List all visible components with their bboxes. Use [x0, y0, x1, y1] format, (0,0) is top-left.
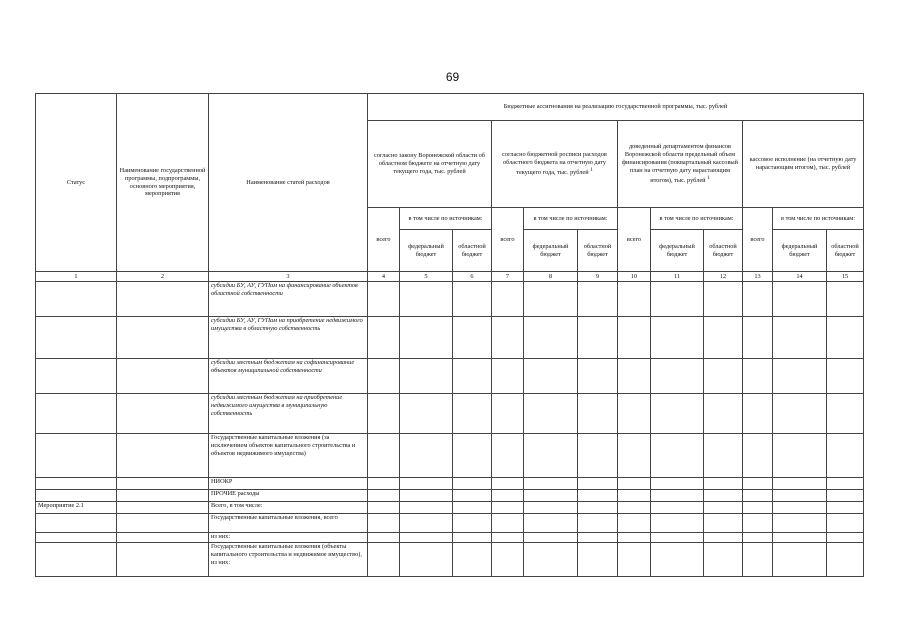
value-cell — [651, 543, 704, 577]
value-cell — [743, 533, 773, 543]
value-cell — [743, 543, 773, 577]
value-cell — [492, 543, 524, 577]
program-name-cell — [117, 434, 209, 478]
value-cell — [578, 502, 618, 514]
expense-item-cell: субсидии БУ, АУ, ГУПам на приобретение недвижимого имущества в областную собственность — [209, 317, 368, 359]
value-cell — [743, 359, 773, 394]
value-cell — [578, 394, 618, 434]
value-cell — [453, 502, 492, 514]
value-cell — [651, 434, 704, 478]
expense-item-cell: субсидии БУ, АУ, ГУПам на финансирование объектов областной собственности — [209, 282, 368, 317]
value-cell — [704, 282, 743, 317]
value-cell — [743, 478, 773, 490]
value-cell — [578, 478, 618, 490]
column-number: 2 — [117, 272, 209, 282]
value-cell — [651, 282, 704, 317]
header-status: Статус — [36, 94, 117, 272]
header-regional: областной бюджет — [453, 230, 492, 272]
value-cell — [743, 514, 773, 533]
status-cell — [36, 282, 117, 317]
value-cell — [400, 514, 453, 533]
column-number: 12 — [704, 272, 743, 282]
value-cell — [618, 282, 651, 317]
status-cell: Мероприятие 2.1 — [36, 502, 117, 514]
value-cell — [704, 502, 743, 514]
value-cell — [704, 478, 743, 490]
header-regional: областной бюджет — [578, 230, 618, 272]
header-regional: областной бюджет — [827, 230, 864, 272]
program-name-cell — [117, 533, 209, 543]
value-cell — [578, 543, 618, 577]
value-cell — [524, 434, 578, 478]
value-cell — [651, 502, 704, 514]
value-cell — [651, 317, 704, 359]
status-cell — [36, 543, 117, 577]
value-cell — [453, 478, 492, 490]
value-cell — [400, 543, 453, 577]
header-total: всего — [368, 208, 400, 272]
table-row — [36, 533, 864, 543]
column-number: 5 — [400, 272, 453, 282]
value-cell — [773, 514, 827, 533]
value-cell — [618, 434, 651, 478]
status-cell — [36, 359, 117, 394]
data-rows — [36, 282, 864, 577]
table-row — [36, 490, 864, 502]
header-group-limit — [618, 121, 743, 208]
value-cell — [827, 490, 864, 502]
value-cell — [743, 490, 773, 502]
value-cell — [743, 282, 773, 317]
status-cell — [36, 434, 117, 478]
value-cell — [827, 434, 864, 478]
expense-item-cell: НИОКР — [209, 478, 368, 490]
value-cell — [827, 502, 864, 514]
value-cell — [524, 359, 578, 394]
program-name-cell — [117, 359, 209, 394]
header-federal: федеральный бюджет — [400, 230, 453, 272]
value-cell — [368, 359, 400, 394]
value-cell — [524, 478, 578, 490]
value-cell — [492, 359, 524, 394]
column-number: 11 — [651, 272, 704, 282]
column-number-row — [36, 272, 864, 282]
value-cell — [827, 394, 864, 434]
value-cell — [492, 434, 524, 478]
column-number: 13 — [743, 272, 773, 282]
table-row — [36, 434, 864, 478]
program-name-cell — [117, 394, 209, 434]
value-cell — [524, 317, 578, 359]
value-cell — [492, 502, 524, 514]
value-cell — [453, 317, 492, 359]
status-cell — [36, 394, 117, 434]
value-cell — [651, 394, 704, 434]
column-number: 6 — [453, 272, 492, 282]
value-cell — [618, 317, 651, 359]
value-cell — [578, 317, 618, 359]
value-cell — [651, 514, 704, 533]
header-group-law — [368, 121, 492, 208]
header-group-label: доведенный департаментом финансов Воронежской области предельный объем финансирования (поквартальный кассовый план на отчетную дату нарастающим итогом), тыс. рублей — [621, 143, 739, 184]
expense-item-cell: субсидии местным бюджетам на софинансирование объектов муниципальной собственности — [209, 359, 368, 394]
value-cell — [618, 490, 651, 502]
budget-table — [35, 93, 864, 577]
value-cell — [578, 282, 618, 317]
value-cell — [578, 533, 618, 543]
program-name-cell — [117, 543, 209, 577]
value-cell — [368, 502, 400, 514]
value-cell — [743, 502, 773, 514]
header-total: всего — [492, 208, 524, 272]
value-cell — [453, 543, 492, 577]
table-row — [36, 317, 864, 359]
value-cell — [618, 543, 651, 577]
column-number: 8 — [524, 272, 578, 282]
value-cell — [651, 359, 704, 394]
value-cell — [743, 434, 773, 478]
value-cell — [773, 502, 827, 514]
value-cell — [368, 543, 400, 577]
program-name-cell — [117, 490, 209, 502]
value-cell — [524, 490, 578, 502]
table-row — [36, 282, 864, 317]
value-cell — [400, 502, 453, 514]
header-group-label: согласно бюджетной росписи расходов областного бюджета на отчетную дату текущего года, тыс. рублей — [502, 151, 607, 176]
value-cell — [578, 359, 618, 394]
expense-item-cell: из них: — [209, 533, 368, 543]
value-cell — [368, 282, 400, 317]
expense-item-cell: Государственные капитальные вложения (за исключением объектов капитального строительства и объектов недвижимого имущества) — [209, 434, 368, 478]
table-row — [36, 543, 864, 577]
value-cell — [492, 317, 524, 359]
expense-item-cell: ПРОЧИЕ расходы — [209, 490, 368, 502]
value-cell — [827, 514, 864, 533]
value-cell — [368, 317, 400, 359]
value-cell — [827, 533, 864, 543]
value-cell — [524, 543, 578, 577]
program-name-cell — [117, 317, 209, 359]
page-number: 69 — [445, 70, 460, 84]
value-cell — [743, 317, 773, 359]
header-expense-items: Наименование статей расходов — [209, 94, 368, 272]
value-cell — [578, 434, 618, 478]
value-cell — [453, 434, 492, 478]
value-cell — [618, 502, 651, 514]
value-cell — [400, 394, 453, 434]
value-cell — [400, 490, 453, 502]
header-federal: федеральный бюджет — [773, 230, 827, 272]
value-cell — [773, 317, 827, 359]
value-cell — [368, 394, 400, 434]
value-cell — [773, 533, 827, 543]
value-cell — [492, 490, 524, 502]
value-cell — [827, 282, 864, 317]
value-cell — [578, 490, 618, 502]
value-cell — [773, 478, 827, 490]
column-number: 14 — [773, 272, 827, 282]
value-cell — [618, 394, 651, 434]
value-cell — [453, 359, 492, 394]
header-program-name: Наименование государственной программы, подпрограммы, основного мероприятия, мероприятия — [117, 94, 209, 272]
value-cell — [827, 317, 864, 359]
status-cell — [36, 514, 117, 533]
table-row — [36, 502, 864, 514]
value-cell — [651, 533, 704, 543]
value-cell — [704, 317, 743, 359]
header-group-schedule — [492, 121, 618, 208]
value-cell — [368, 533, 400, 543]
value-cell — [524, 533, 578, 543]
column-number: 7 — [492, 272, 524, 282]
header-incl-sources: в том числе по источникам: — [651, 208, 743, 230]
value-cell — [368, 434, 400, 478]
header-federal: федеральный бюджет — [651, 230, 704, 272]
program-name-cell — [117, 282, 209, 317]
value-cell — [400, 359, 453, 394]
table-row — [36, 359, 864, 394]
value-cell — [453, 282, 492, 317]
status-cell — [36, 317, 117, 359]
header-budget-title: Бюджетные ассигнования на реализацию государственной программы, тыс. рублей — [368, 94, 864, 121]
value-cell — [492, 533, 524, 543]
value-cell — [368, 478, 400, 490]
header-incl-sources: в том числе по источникам: — [773, 208, 864, 230]
footnote-mark: 1 — [590, 166, 593, 173]
value-cell — [453, 394, 492, 434]
header-incl-sources: в том числе по источникам: — [524, 208, 618, 230]
program-name-cell — [117, 514, 209, 533]
value-cell — [492, 514, 524, 533]
column-number: 9 — [578, 272, 618, 282]
value-cell — [453, 514, 492, 533]
value-cell — [827, 543, 864, 577]
value-cell — [773, 543, 827, 577]
footnote-mark: 1 — [707, 174, 710, 181]
value-cell — [704, 543, 743, 577]
value-cell — [368, 514, 400, 533]
value-cell — [704, 394, 743, 434]
value-cell — [524, 502, 578, 514]
column-number: 4 — [368, 272, 400, 282]
table-row — [36, 514, 864, 533]
header-total: всего — [618, 208, 651, 272]
status-cell — [36, 478, 117, 490]
expense-item-cell: Государственные капитальные вложения (объекты капитального строительства и недвижимое имущество), из них: — [209, 543, 368, 577]
value-cell — [773, 434, 827, 478]
value-cell — [524, 282, 578, 317]
value-cell — [704, 533, 743, 543]
value-cell — [524, 394, 578, 434]
value-cell — [704, 434, 743, 478]
program-name-cell — [117, 502, 209, 514]
expense-item-cell: Государственные капитальные вложения, всего — [209, 514, 368, 533]
column-number: 10 — [618, 272, 651, 282]
column-number: 15 — [827, 272, 864, 282]
value-cell — [618, 359, 651, 394]
value-cell — [773, 394, 827, 434]
value-cell — [492, 478, 524, 490]
column-number: 3 — [209, 272, 368, 282]
expense-item-cell: субсидии местным бюджетам на приобретение недвижимого имущества в муниципальную собственность — [209, 394, 368, 434]
value-cell — [578, 514, 618, 533]
value-cell — [618, 478, 651, 490]
header-group-label: согласно закону Воронежской области об областном бюджете на отчетную дату текущего года, тыс. рублей — [374, 152, 485, 175]
value-cell — [453, 533, 492, 543]
header-total: всего — [743, 208, 773, 272]
header-group-cash — [743, 121, 864, 208]
value-cell — [827, 478, 864, 490]
table-row — [36, 394, 864, 434]
value-cell — [524, 514, 578, 533]
status-cell — [36, 490, 117, 502]
value-cell — [368, 490, 400, 502]
value-cell — [400, 317, 453, 359]
header-regional: областной бюджет — [704, 230, 743, 272]
value-cell — [618, 533, 651, 543]
value-cell — [492, 282, 524, 317]
program-name-cell — [117, 478, 209, 490]
header-federal: федеральный бюджет — [524, 230, 578, 272]
value-cell — [651, 490, 704, 502]
value-cell — [492, 394, 524, 434]
header-group-label: кассовое исполнение (на отчетную дату нарастающим итогом), тыс. рублей — [749, 156, 857, 171]
expense-item-cell: Всего, в том числе: — [209, 502, 368, 514]
value-cell — [651, 478, 704, 490]
value-cell — [773, 490, 827, 502]
value-cell — [704, 514, 743, 533]
value-cell — [400, 478, 453, 490]
value-cell — [400, 533, 453, 543]
value-cell — [704, 359, 743, 394]
column-number: 1 — [36, 272, 117, 282]
status-cell — [36, 533, 117, 543]
value-cell — [400, 434, 453, 478]
table-row — [36, 478, 864, 490]
value-cell — [453, 490, 492, 502]
value-cell — [743, 394, 773, 434]
header-incl-sources: в том числе по источникам: — [400, 208, 492, 230]
value-cell — [618, 514, 651, 533]
value-cell — [827, 359, 864, 394]
value-cell — [704, 490, 743, 502]
value-cell — [400, 282, 453, 317]
value-cell — [773, 359, 827, 394]
value-cell — [773, 282, 827, 317]
